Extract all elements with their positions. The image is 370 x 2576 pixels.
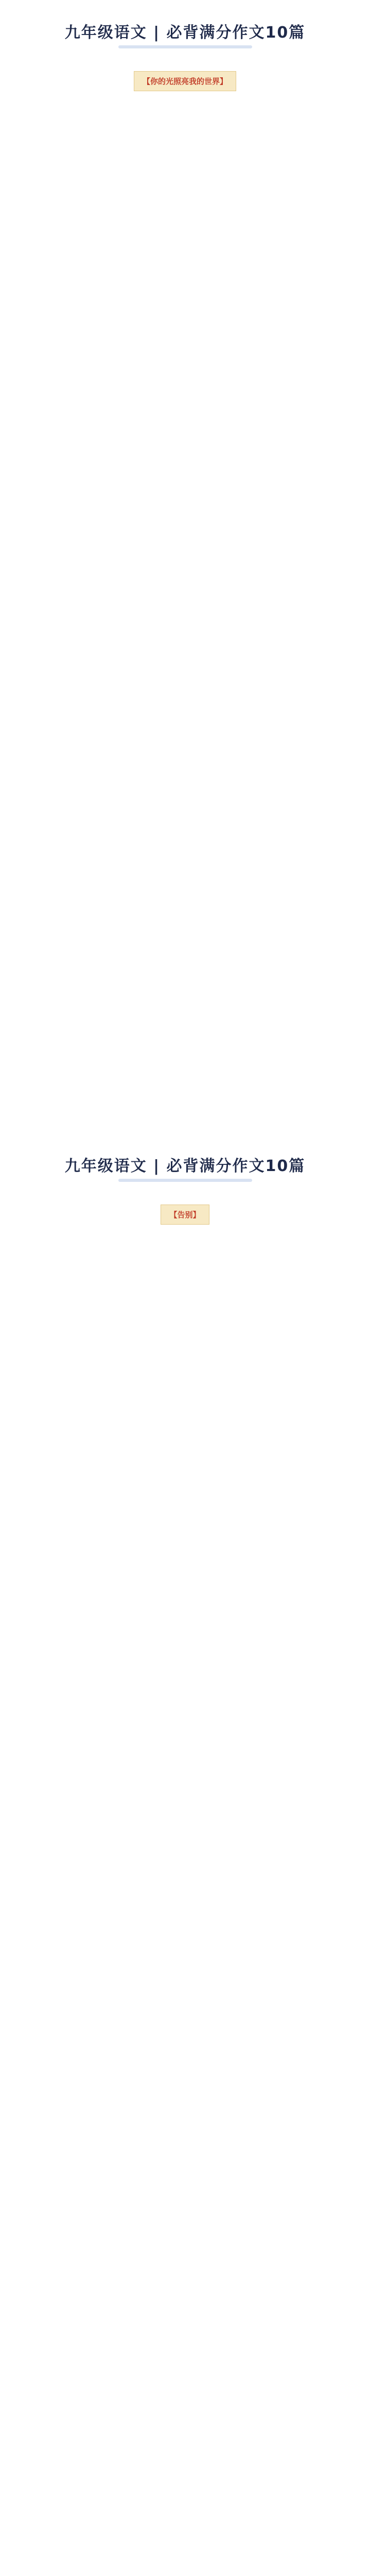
banner-underline	[118, 1179, 252, 1182]
banner	[13, 1133, 357, 1195]
banner	[13, 0, 357, 62]
banner-title: 九年级语文 | 必背满分作文10篇	[64, 1157, 306, 1175]
essay-title-label: 【你的光照亮我的世界】	[134, 71, 236, 91]
essay-title-label: 【告别】	[161, 1205, 209, 1225]
section-2	[0, 1133, 370, 1234]
essay-title	[13, 1205, 357, 1225]
banner-underline	[118, 45, 252, 48]
banner-title: 九年级语文 | 必背满分作文10篇	[64, 24, 306, 42]
essay-title	[13, 71, 357, 91]
section-1	[0, 0, 370, 100]
